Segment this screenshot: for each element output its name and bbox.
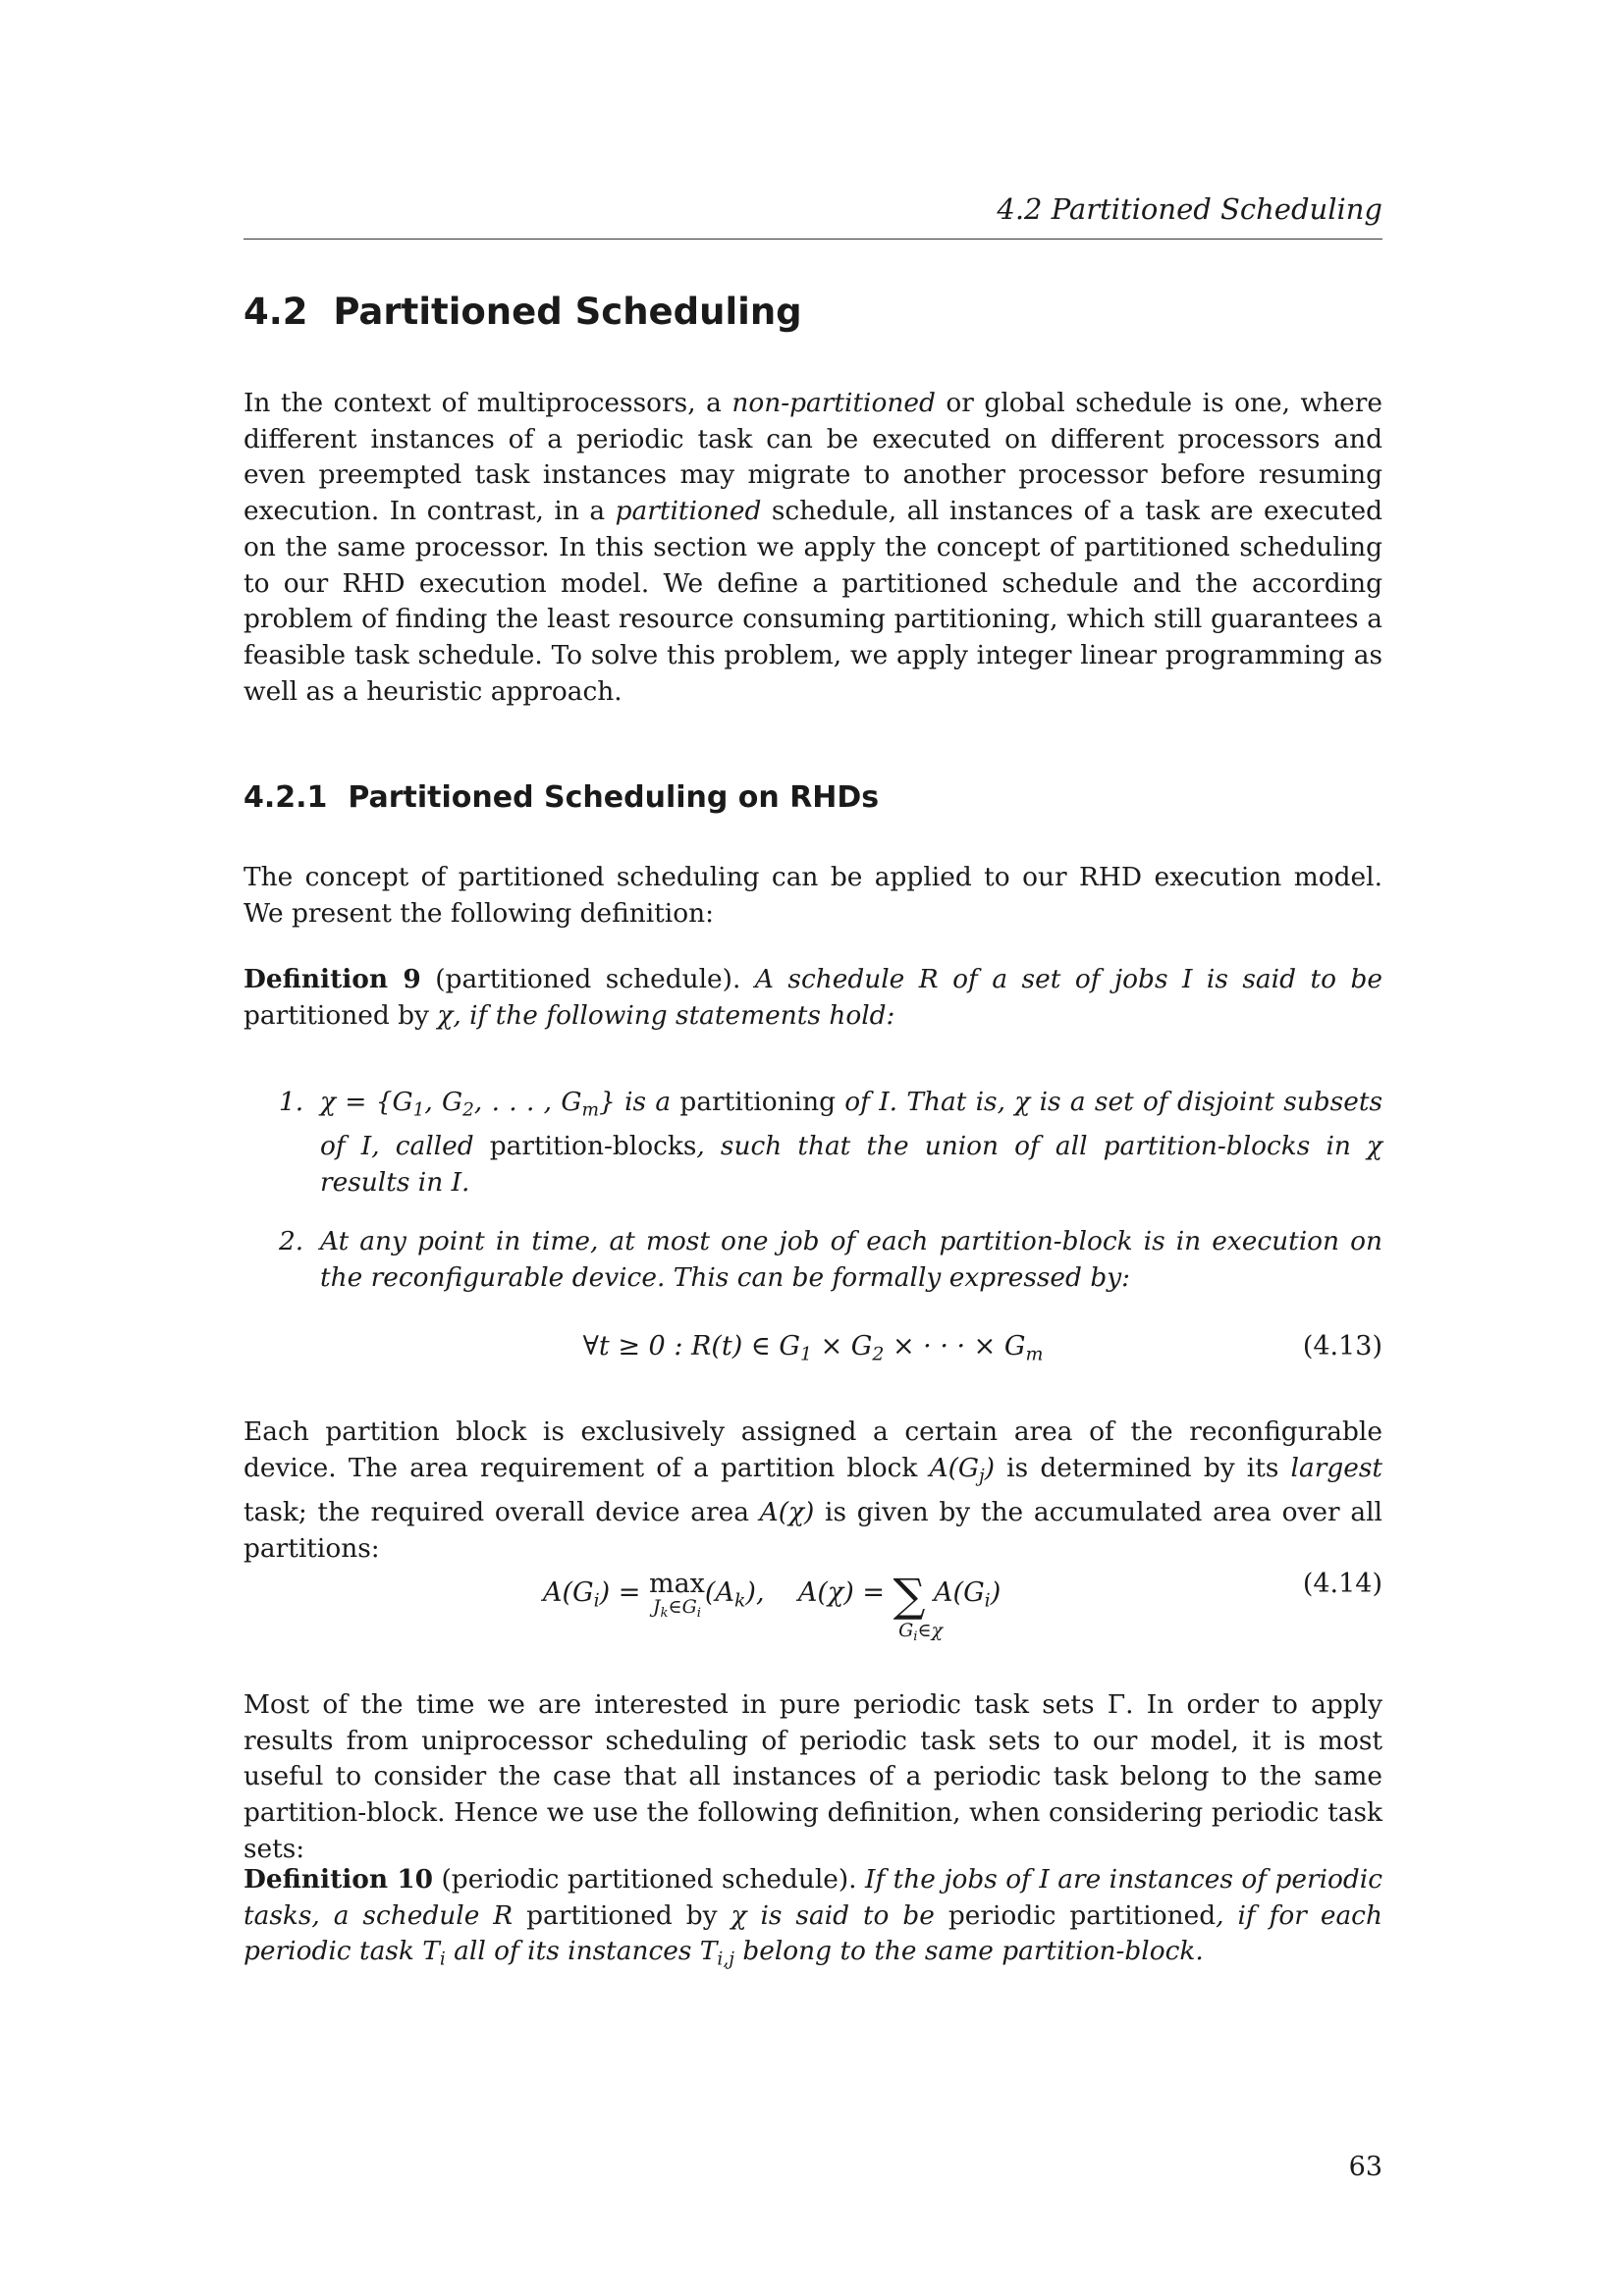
definition-9-text-3: χ, if the following statements hold: [437, 999, 895, 1031]
page [244, 0, 1382, 2296]
eq-sub: 1 [799, 1343, 812, 1365]
area-paragraph [244, 1415, 1382, 1567]
definition-10-text: If the jobs of I are instances of periodic tasks, a schedule R [244, 1864, 1383, 1931]
eq-sub: i [593, 1589, 600, 1612]
sum-symbol [893, 1569, 944, 1644]
definition-10-text: belong to the same partition-block. [733, 1936, 1204, 1967]
list-text-e: , such that the union of all partition-blocks in χ results in I. [320, 1131, 1382, 1198]
intro-emph-1: non-partitioned [731, 388, 936, 418]
definition-10 [244, 1862, 1382, 1979]
area-text-1: Each partition block is exclusively assigned a certain area of the reconfigurable device. The area requirement of a partition block [244, 1416, 1382, 1483]
subsection-intro: The concept of partitioned scheduling can be applied to our RHD execution model. We present the following definition: [244, 862, 1382, 929]
list-sub: m [581, 1099, 599, 1121]
sum-glyph: ∑ [893, 1569, 926, 1622]
section-title [244, 291, 802, 333]
eq-text: (A [704, 1577, 734, 1608]
eq-text: ) = [599, 1577, 649, 1608]
list-item-body [320, 1085, 1382, 1201]
max-operator [648, 1569, 705, 1621]
list-text-a: χ = {G [320, 1087, 413, 1117]
area-text-2: is determined by its [995, 1452, 1291, 1483]
definition-10-sub: i [439, 1949, 446, 1970]
eq-text: ) [990, 1577, 1001, 1608]
area-emph: largest [1290, 1452, 1382, 1483]
equation-4-14 [244, 1569, 1382, 1647]
header-rule [244, 239, 1382, 240]
running-head: 4.2 Partitioned Scheduling [997, 192, 1382, 226]
list-sub: 1 [412, 1099, 425, 1121]
list-item-number: 2. [279, 1226, 304, 1256]
eq-text: A(G [543, 1577, 594, 1608]
page-number: 63 [1348, 2152, 1382, 2182]
eq-text: A(G [934, 1577, 985, 1608]
list-item-number: 1. [279, 1087, 304, 1117]
list-item [244, 1085, 1382, 1198]
eq-sub: i [984, 1589, 991, 1612]
definition-9-label: Definition 9 [244, 964, 421, 994]
list-text-a4: } is a [598, 1087, 680, 1117]
definition-9 [244, 962, 1382, 1034]
eq-sub: i [913, 1629, 918, 1644]
eq-sub: i [696, 1605, 702, 1621]
eq-sub: m [1025, 1343, 1044, 1365]
eq-text: ∈χ [917, 1620, 944, 1641]
list-term-partition-blocks: partition-blocks [489, 1131, 697, 1162]
eq-text: × G [812, 1331, 873, 1362]
definition-10-text: , if for each periodic task T [244, 1899, 1382, 1967]
equation-number: (4.13) [1302, 1331, 1382, 1362]
sum-subscript [882, 1620, 960, 1644]
eq-sub: k [733, 1589, 746, 1612]
area-math-end: ) [984, 1452, 996, 1483]
eq-text: ∈G [668, 1596, 697, 1618]
definition-10-sub: i,j [717, 1949, 734, 1970]
intro-text-1: In the context of multiprocessors, a [244, 388, 732, 418]
eq-text: ∀t ≥ 0 : R(t) ∈ G [582, 1331, 800, 1362]
definition-9-name: (partitioned schedule). [435, 964, 741, 994]
definition-10-text: χ is said to be [717, 1899, 948, 1931]
definition-10-text: periodic partitioned [947, 1899, 1217, 1931]
area-text-4: is given by the accumulated area over all partitions: [244, 1496, 1382, 1564]
list-item-body: At any point in time, at most one job of each partition-block is in execution on the reconfigurable device. This can be formally expressed by: [320, 1226, 1382, 1293]
list-text-a3: , . . . , G [473, 1087, 582, 1117]
subsection-title [244, 780, 879, 815]
area-text-3: task; the required overall device area [244, 1496, 760, 1527]
equation-number: (4.14) [1302, 1569, 1382, 1599]
max-label: max [648, 1569, 705, 1599]
equation-4-13-body [244, 1331, 1382, 1365]
intro-emph-2: partitioned [615, 496, 762, 527]
intro-text-3: schedule, all instances of a task are executed on the same processor. In this section we apply the concept of partitioned scheduling to our RHD execution model. We define a partitioned schedule and the according problem of finding the least resource consuming partitioning, which still guarantees a feasible task schedule. To solve this problem, we apply integer linear programming as well as a heuristic approach. [244, 496, 1382, 707]
list-text-a2: , G [424, 1087, 463, 1117]
equation-4-14-body [543, 1569, 1093, 1644]
list-text-c: of I. That is, χ is a set of disjoint subsets of I, called [320, 1087, 1382, 1162]
area-math-sub: j [978, 1466, 985, 1487]
list-sub: 2 [462, 1099, 474, 1121]
periodic-paragraph: Most of the time we are interested in pure periodic task sets Γ. In order to apply results from uniprocessor scheduling of periodic task sets to our model, it is most useful to consider the case that all instances of a periodic task belong to the same partition-block. Hence we use the following definition, when considering periodic task sets: [244, 1689, 1382, 1864]
section-title-text: Partitioned Scheduling [333, 291, 802, 333]
definition-10-text: all of its instances T [445, 1936, 718, 1967]
list-item [244, 1224, 1382, 1298]
area-math-1: A(G [929, 1452, 979, 1483]
eq-text: A(χ) = [797, 1577, 893, 1608]
definition-9-text-1: A schedule R of a set of jobs I is said to be [754, 964, 1382, 994]
eq-text: J [652, 1596, 661, 1618]
eq-text: × · · · × G [884, 1331, 1026, 1362]
intro-text-2: or global schedule is one, where different instances of a periodic task can be executed on different processors and even preempted task instances may migrate to another processor before resuming execution. In contrast, in a [244, 388, 1382, 527]
max-subscript [629, 1596, 725, 1621]
intro-paragraph [244, 386, 1382, 710]
equation-4-13 [244, 1331, 1382, 1370]
eq-sub: k [660, 1605, 669, 1621]
definition-10-label: Definition 10 [244, 1864, 434, 1895]
subsection-title-text: Partitioned Scheduling on RHDs [348, 780, 880, 815]
definition-10-name: (periodic partitioned schedule). [441, 1864, 857, 1895]
section-number: 4.2 [244, 291, 308, 333]
area-math-2: A(χ) [759, 1496, 815, 1527]
list-term-partitioning: partitioning [679, 1087, 836, 1117]
eq-text: G [898, 1620, 914, 1641]
definition-10-text: partitioned by [526, 1899, 718, 1931]
eq-text: ), [745, 1577, 765, 1608]
subsection-number: 4.2.1 [244, 780, 328, 815]
eq-sub: 2 [872, 1343, 885, 1365]
definition-9-text-2: partitioned by [244, 999, 429, 1031]
